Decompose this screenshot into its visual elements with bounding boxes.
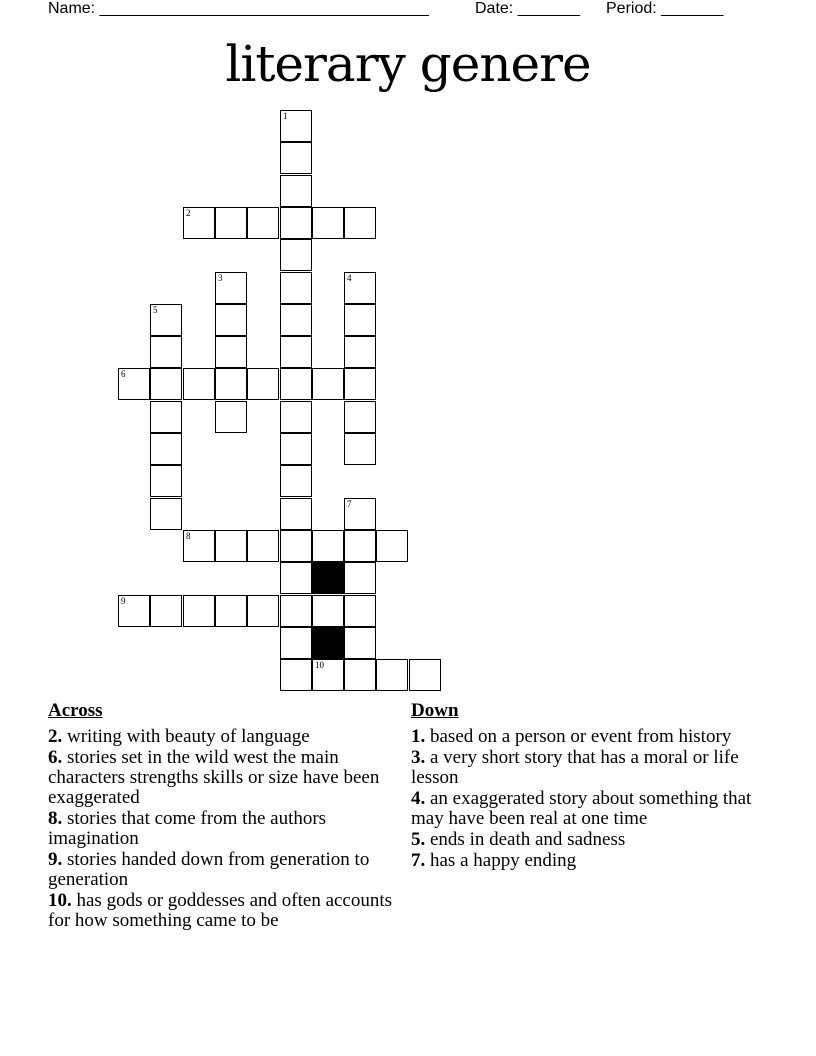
grid-cell[interactable] [215,207,247,239]
clue-down-4 [411,789,756,829]
grid-cell[interactable] [376,530,408,562]
clue-text: based on a person or event from history [430,726,732,747]
grid-cell[interactable] [150,368,182,400]
black-cell [312,562,344,594]
clue-text: has gods or goddesses and often accounts for how something came to be [48,890,393,931]
grid-cell[interactable] [280,207,312,239]
clue-number: 2. [48,726,63,747]
clue-down-1 [411,727,756,747]
down-clues [411,700,756,872]
clue-down-7 [411,851,756,871]
clue-number: 4. [411,788,426,809]
grid-cell[interactable] [280,627,312,659]
black-cell [312,627,344,659]
grid-cell[interactable] [312,207,344,239]
clue-down-3 [411,748,756,788]
clue-number: 10. [48,890,72,911]
clue-number: 9. [48,849,63,870]
grid-cell[interactable] [215,595,247,627]
period-field[interactable]: Period: _______ [606,0,724,17]
clue-across-6 [48,748,408,808]
grid-cell[interactable] [280,530,312,562]
grid-cell[interactable] [344,498,376,530]
grid-cell[interactable] [280,142,312,174]
clue-number-label: 7 [347,499,352,509]
clue-number: 5. [411,829,426,850]
across-clues [48,700,408,932]
grid-cell[interactable] [312,368,344,400]
grid-cell[interactable] [247,530,279,562]
grid-cell[interactable] [344,433,376,465]
grid-cell[interactable] [280,595,312,627]
grid-cell[interactable] [183,530,215,562]
grid-cell[interactable] [150,336,182,368]
clue-across-2 [48,727,408,747]
clue-across-9 [48,850,408,890]
grid-cell[interactable] [344,627,376,659]
grid-cell[interactable] [183,368,215,400]
grid-cell[interactable] [344,562,376,594]
grid-cell[interactable] [215,304,247,336]
clue-number-label: 8 [186,531,191,541]
grid-cell[interactable] [312,659,344,691]
grid-cell[interactable] [215,401,247,433]
grid-cell[interactable] [150,465,182,497]
clue-number-label: 2 [186,208,191,218]
grid-cell[interactable] [280,433,312,465]
grid-cell[interactable] [280,498,312,530]
clue-across-10 [48,891,408,931]
grid-cell[interactable] [150,304,182,336]
grid-cell[interactable] [344,530,376,562]
grid-cell[interactable] [376,659,408,691]
grid-cell[interactable] [183,207,215,239]
puzzle-title: literary genere [225,35,591,93]
grid-cell[interactable] [344,368,376,400]
grid-cell[interactable] [118,368,150,400]
clue-text: ends in death and sadness [430,829,626,850]
grid-cell[interactable] [280,336,312,368]
grid-cell[interactable] [280,304,312,336]
grid-cell[interactable] [280,272,312,304]
grid-cell[interactable] [183,595,215,627]
grid-cell[interactable] [280,368,312,400]
clue-text: writing with beauty of language [67,726,310,747]
clue-number-label: 4 [347,273,352,283]
clue-across-8 [48,809,408,849]
clue-text: stories handed down from generation to generation [48,849,370,890]
clue-text: has a happy ending [430,850,577,871]
grid-cell[interactable] [344,272,376,304]
grid-cell[interactable] [280,401,312,433]
grid-cell[interactable] [150,401,182,433]
grid-cell[interactable] [344,659,376,691]
grid-cell[interactable] [344,207,376,239]
grid-cell[interactable] [150,433,182,465]
grid-cell[interactable] [247,368,279,400]
clue-number: 6. [48,747,63,768]
date-field[interactable]: Date: _______ [475,0,580,17]
grid-cell[interactable] [280,239,312,271]
clue-number: 3. [411,747,426,768]
clue-number: 1. [411,726,426,747]
grid-cell[interactable] [247,595,279,627]
clue-text: stories that come from the authors imagination [48,808,327,849]
grid-cell[interactable] [150,498,182,530]
grid-cell[interactable] [344,336,376,368]
clue-number-label: 1 [283,111,288,121]
clue-text: an exaggerated story about something that may have been real at one time [411,788,752,829]
grid-cell[interactable] [150,595,182,627]
clue-number-label: 3 [218,273,223,283]
grid-cell[interactable] [312,595,344,627]
clue-text: stories set in the wild west the main characters strengths skills or size have been exaggerated [48,747,380,808]
grid-cell[interactable] [215,368,247,400]
clue-text: a very short story that has a moral or life lesson [411,747,739,788]
grid-cell[interactable] [215,530,247,562]
grid-cell[interactable] [280,659,312,691]
clue-number: 7. [411,850,426,871]
grid-cell[interactable] [280,562,312,594]
grid-cell[interactable] [215,272,247,304]
clue-number-label: 6 [121,369,126,379]
grid-cell[interactable] [118,595,150,627]
grid-cell[interactable] [280,175,312,207]
clue-number-label: 5 [153,305,158,315]
clue-number-label: 9 [121,596,126,606]
clue-down-5 [411,830,756,850]
grid-cell[interactable] [344,304,376,336]
grid-cell[interactable] [247,207,279,239]
name-field[interactable]: Name: _____________________________________ [48,0,429,17]
grid-cell[interactable] [312,530,344,562]
grid-cell[interactable] [409,659,441,691]
grid-cell[interactable] [344,595,376,627]
across-heading: Across [48,700,103,721]
grid-cell[interactable] [280,110,312,142]
clue-number-label: 10 [315,660,324,670]
grid-cell[interactable] [280,465,312,497]
grid-cell[interactable] [215,336,247,368]
clue-number: 8. [48,808,63,829]
grid-cell[interactable] [344,401,376,433]
down-heading: Down [411,700,459,721]
